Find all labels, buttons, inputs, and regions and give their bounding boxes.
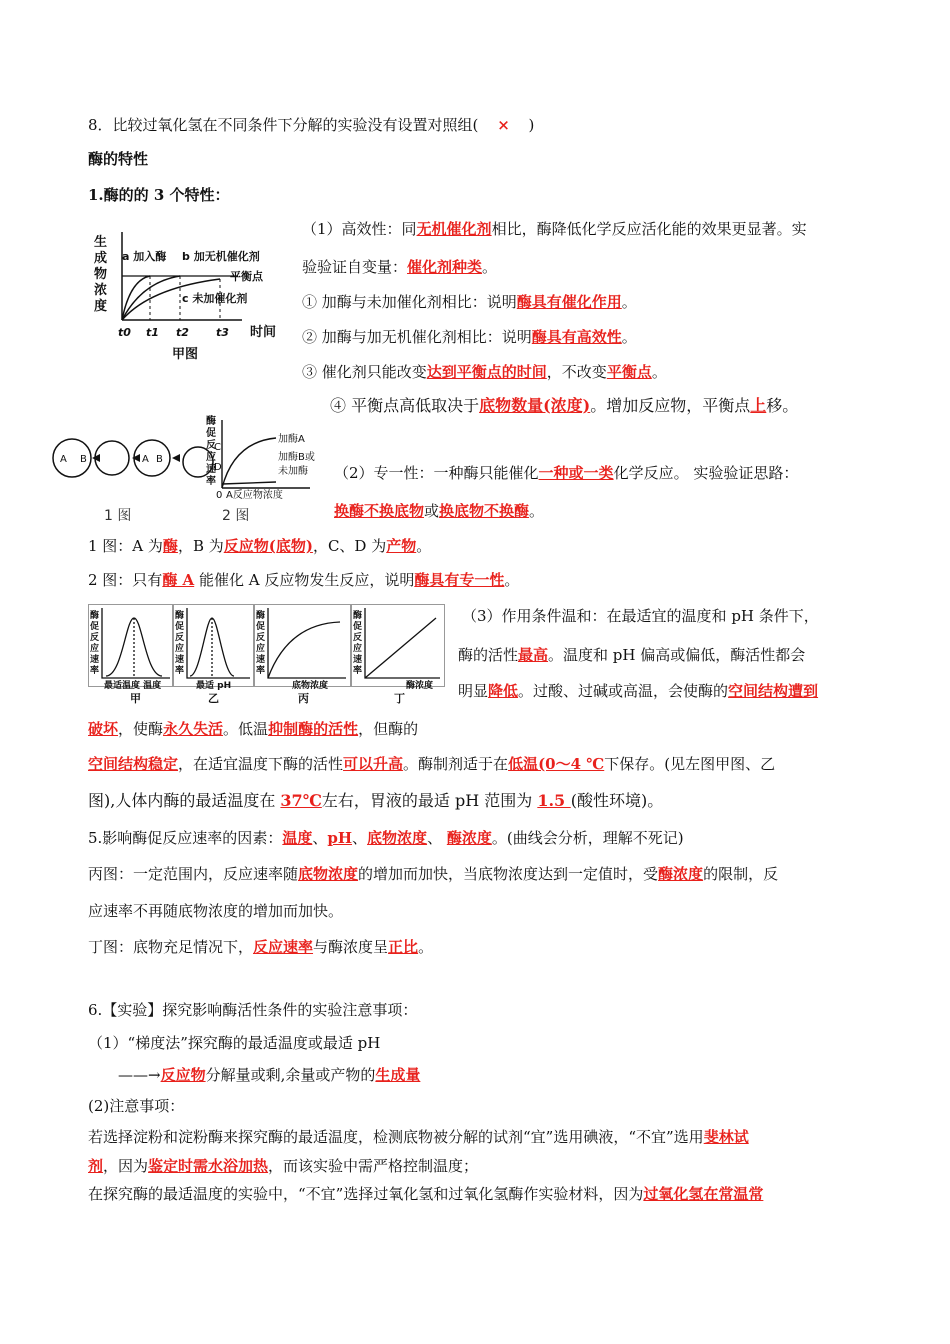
p3-line3: 明显降低。过酸、过碱或高温，会使酶的空间结构遭到 (458, 682, 819, 700)
g4-y-1: 酶 (353, 611, 363, 621)
p2-line1: （2）专一性：一种酶只能催化一种或一类化学反应。 实验验证思路： (334, 464, 799, 482)
fig2-x-label: A反应物浓度 (226, 490, 283, 501)
p6-line4: (2)注意事项： (88, 1097, 185, 1115)
p3-line2: 酶的活性最高。温度和 pH 偏高或偏低，酶活性都会 (458, 646, 806, 664)
p2-line2: 换酶不换底物或换底物不换酶。 (334, 502, 545, 520)
p5-line1: 5.影响酶促反应速率的因素：温度、pH、底物浓度、 酶浓度。(曲线会分析，理解不死记) (88, 829, 684, 847)
p6-line3: ——→反应物分解量或剩,余量或产物的生成量 (118, 1066, 421, 1084)
g4-y-6: 率 (353, 666, 363, 676)
g3-y-5: 速 (256, 655, 266, 665)
subtitle: 1.酶的的 3 个特性： (88, 186, 230, 204)
g4-y-2: 促 (353, 622, 363, 632)
g4-y-3: 反 (353, 633, 363, 643)
p6-line6: 剂，因为鉴定时需水浴加热，而该实验中需严格控制温度； (88, 1157, 479, 1175)
g1-y-5: 速 (90, 655, 100, 665)
figure-caption: 甲图 (172, 347, 199, 362)
g4-y-5: 速 (353, 655, 363, 665)
section-title: 酶的特性 (88, 150, 149, 168)
g3-y-4: 应 (256, 644, 266, 654)
g1-y-3: 反 (90, 633, 100, 643)
g1-y-2: 促 (90, 622, 100, 632)
figure-jia (90, 222, 290, 367)
y-label-3: 物 (94, 267, 108, 282)
figure-conditions-svg (88, 604, 446, 708)
p1-line5: ③ 催化剂只能改变达到平衡点的时间，不改变平衡点。 (302, 363, 667, 381)
fig2-y-6: 率 (206, 476, 216, 487)
fig1-caption: 1 图 (104, 508, 132, 524)
p3-line6: 图),人体内酶的最适温度在 37℃左右，胃液的最适 pH 范围为 1.5 (酸性环境)。 (88, 791, 664, 810)
p3-line5: 空间结构稳定，在适宜温度下酶的活性可以升高。酶制剂适于在低温(0～4 ℃下保存。(见左图甲图、乙 (88, 755, 776, 773)
g3-y-2: 促 (256, 622, 266, 632)
fig2-y-5: 速 (206, 464, 216, 475)
x-tick-t1: t1 (146, 326, 159, 339)
y-label-2: 成 (94, 251, 108, 266)
origin-label: 0 (216, 490, 223, 501)
g1-caption: 甲 (130, 692, 141, 705)
g1-y-4: 应 (90, 644, 100, 654)
p1-line2: 验验证自变量：催化剂种类。 (302, 258, 498, 276)
curve-c-label: c 未加催化剂 (182, 292, 248, 305)
shape-c: C (214, 442, 221, 453)
y-label-4: 浓 (94, 283, 108, 298)
p2-line3: 1 图：A 为酶，B 为反应物(底物)，C、D 为产物。 (88, 537, 432, 555)
question-8: 8．比较过氧化氢在不同条件下分解的实验没有设置对照组( × ) (88, 116, 535, 134)
shape-a-1: A (60, 454, 67, 465)
x-tick-t0: t0 (118, 326, 131, 339)
figure-jia-svg (90, 222, 290, 367)
fig2-y-1: 酶 (206, 416, 216, 427)
figure-1-2 (48, 412, 328, 530)
p6-line5: 若选择淀粉和淀粉酶来探究酶的最适温度，检测底物被分解的试剂“宜”选用碘液，“不宜”选用斐林试 (88, 1128, 749, 1146)
g4-x-label: 酶浓度 (406, 681, 434, 691)
p2-line4: 2 图：只有酶 A 能催化 A 反应物发生反应，说明酶具有专一性。 (88, 571, 520, 589)
line-enzyme-b: 加酶B或 (278, 452, 315, 463)
p6-line7: 在探究酶的最适温度的实验中，“不宜”选择过氧化氢和过氧化氢酶作实验材料，因为过氧化氢在常温常 (88, 1185, 764, 1203)
balance-label: 平衡点 (230, 270, 263, 283)
shape-b-1: B (80, 454, 87, 465)
g3-y-1: 酶 (256, 611, 266, 621)
g3-y-3: 反 (256, 633, 266, 643)
line-enzyme-a: 加酶A (278, 434, 305, 445)
g4-y-4: 应 (353, 644, 363, 654)
p1-line1: （1）高效性：同无机催化剂相比，酶降低化学反应活化能的效果更显著。实 (302, 220, 807, 238)
g1-y-1: 酶 (90, 611, 100, 621)
p5-line4: 丁图：底物充足情况下，反应速率与酶浓度呈正比。 (88, 938, 434, 956)
x-axis-label: 时间 (250, 325, 277, 340)
curve-a-label: a 加入酶 (122, 250, 167, 263)
y-label-1: 生 (94, 235, 108, 250)
g2-y-1: 酶 (175, 611, 185, 621)
g3-y-6: 率 (256, 666, 266, 676)
g2-y-2: 促 (175, 622, 185, 632)
fig2-y-2: 促 (206, 428, 216, 439)
p1-line3: ① 加酶与未加催化剂相比：说明酶具有催化作用。 (302, 293, 637, 311)
g3-caption: 丙 (298, 692, 309, 705)
g2-x-label: 最适 pH (196, 681, 232, 691)
cross-mark: × (497, 116, 510, 134)
y-label-5: 度 (94, 299, 108, 314)
fig2-y-4: 应 (206, 452, 216, 463)
shape-d: D (214, 462, 222, 473)
p6-line1: 6.【实验】探究影响酶活性条件的实验注意事项： (88, 1001, 418, 1019)
p3-line1: （3）作用条件温和：在最适宜的温度和 pH 条件下， (462, 607, 819, 625)
curve-b-label: b 加无机催化剂 (182, 250, 260, 263)
x-tick-t2: t2 (176, 326, 189, 339)
shape-b-2: B (156, 454, 163, 465)
fig2-y-3: 反 (206, 440, 216, 451)
g2-y-4: 应 (175, 644, 185, 654)
shape-a-2: A (142, 454, 149, 465)
line-no-enzyme: 未加酶 (278, 466, 308, 477)
g4-caption: 丁 (394, 692, 405, 705)
fig2-caption: 2 图 (222, 508, 250, 524)
p5-line2: 丙图：一定范围内，反应速率随底物浓度的增加而加快，当底物浓度达到一定值时，受酶浓度的限制，反 (88, 865, 779, 883)
p5-line3: 应速率不再随底物浓度的增加而加快。 (88, 902, 344, 920)
p1-line6: ④ 平衡点高低取决于底物数量(浓度)。增加反应物，平衡点上移。 (330, 396, 799, 415)
g1-y-6: 率 (90, 666, 100, 676)
g1-x-label: 最适温度 温度 (104, 681, 162, 691)
g2-y-3: 反 (175, 633, 185, 643)
p1-line4: ② 加酶与加无机催化剂相比：说明酶具有高效性。 (302, 328, 637, 346)
g2-y-6: 率 (175, 666, 185, 676)
p3-line4: 破坏，使酶永久失活。低温抑制酶的活性，但酶的 (88, 720, 419, 738)
g3-x-label: 底物浓度 (292, 681, 329, 691)
g2-caption: 乙 (208, 692, 219, 705)
x-tick-t3: t3 (216, 326, 229, 339)
p6-line2: （1）“梯度法”探究酶的最适温度或最适 pH (88, 1034, 381, 1052)
figure-conditions (88, 604, 446, 708)
figure-1-2-svg (48, 412, 328, 530)
g2-y-5: 速 (175, 655, 185, 665)
